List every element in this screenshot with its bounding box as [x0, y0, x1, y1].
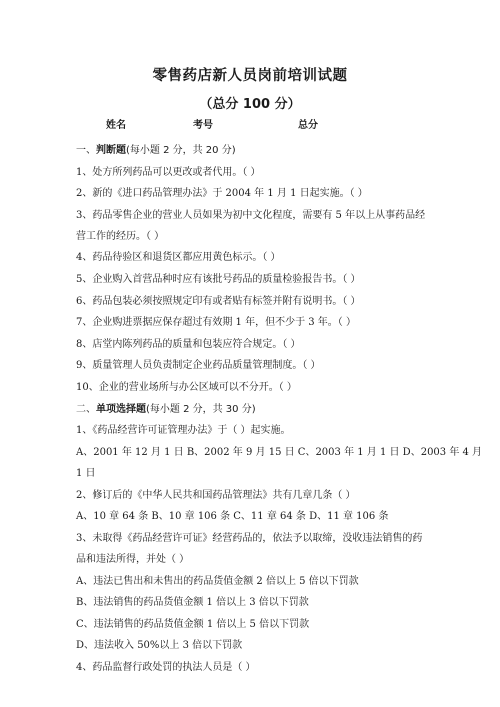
- option-line: A、10 章 64 条 B、10 章 106 条 C、11 章 64 条 D、11 章 106 条: [76, 511, 389, 522]
- question-line: 1、处方所列药品可以更改或者代用。（ ）: [76, 167, 261, 178]
- question-line: 4、药品监督行政处罚的执法人员是（ ）: [76, 662, 256, 673]
- question-line: 10、企业的营业场所与办公区域可以不分开。（ ）: [76, 382, 297, 393]
- question-line: 7、企业购进票据应保存超过有效期 1 年，但不少于 3 年。（ ）: [76, 317, 356, 328]
- section-heading-multiple-choice: [76, 404, 256, 416]
- question-line: 5、企业购入首营品种时应有该批号药品的质量检验报告书。（ ）: [76, 274, 361, 285]
- question-line: 9、质量管理人员负责制定企业药品质量管理制度。（ ）: [76, 360, 321, 371]
- total-score-subtitle: （总分 100 分）: [199, 97, 301, 112]
- question-line: 品和违法所得，并处（ ）: [76, 554, 190, 565]
- total-score-label: 总分: [298, 120, 318, 131]
- exam-id-label: 考号: [193, 120, 213, 131]
- question-line: 1、《药品经营许可证管理办法》于（ ）起实施。: [76, 425, 291, 436]
- question-line: 3、未取得《药品经营许可证》经营药品的，依法予以取缔，没收违法销售的药: [76, 533, 423, 544]
- section-title: 单项选择题: [96, 404, 146, 415]
- section-title: 判断题: [96, 145, 126, 156]
- question-line: 2、修订后的《中华人民共和国药品管理法》共有几章几条（ ）: [76, 490, 356, 501]
- question-line: 2、新的《进口药品管理办法》于 2004 年 1 月 1 日起实施。（ ）: [76, 188, 368, 199]
- question-line: 4、药品待验区和退货区都应用黄色标示。（ ）: [76, 252, 281, 263]
- section-heading-true-false: [76, 145, 236, 157]
- section-scoring-note: (每小题 2 分，共 20 分): [126, 145, 236, 156]
- option-line: A、违法已售出和未售出的药品货值金额 2 倍以上 5 倍以下罚款: [76, 576, 359, 587]
- section-number: 二、: [76, 404, 96, 415]
- option-line: A、2001 年 12 月 1 日 B、2002 年 9 月 15 日 C、2003 年 1 月 1 日 D、2003 年 4 月: [76, 447, 483, 458]
- name-label: 姓名: [106, 120, 126, 131]
- question-line: 8、店堂内陈列药品的质量和包装应符合规定。（ ）: [76, 339, 301, 350]
- page-title: 零售药店新人员岗前培训试题: [152, 68, 348, 84]
- section-number: 一、: [76, 145, 96, 156]
- option-line: 1 日: [76, 468, 96, 479]
- question-line: 3、药品零售企业的营业人员如果为初中文化程度，需要有 5 年以上从事药品经: [76, 210, 426, 221]
- question-line: 6、药品包装必须按照规定印有或者贴有标签并附有说明书。（ ）: [76, 296, 361, 307]
- option-line: B、违法销售的药品货值金额 1 倍以上 3 倍以下罚款: [76, 597, 309, 608]
- option-line: D、违法收入 50%以上 3 倍以下罚款: [76, 640, 243, 651]
- section-scoring-note: (每小题 2 分，共 30 分): [146, 404, 256, 415]
- option-line: C、违法销售的药品货值金额 1 倍以上 5 倍以下罚款: [76, 619, 310, 630]
- question-line: 营工作的经历。（ ）: [76, 231, 165, 242]
